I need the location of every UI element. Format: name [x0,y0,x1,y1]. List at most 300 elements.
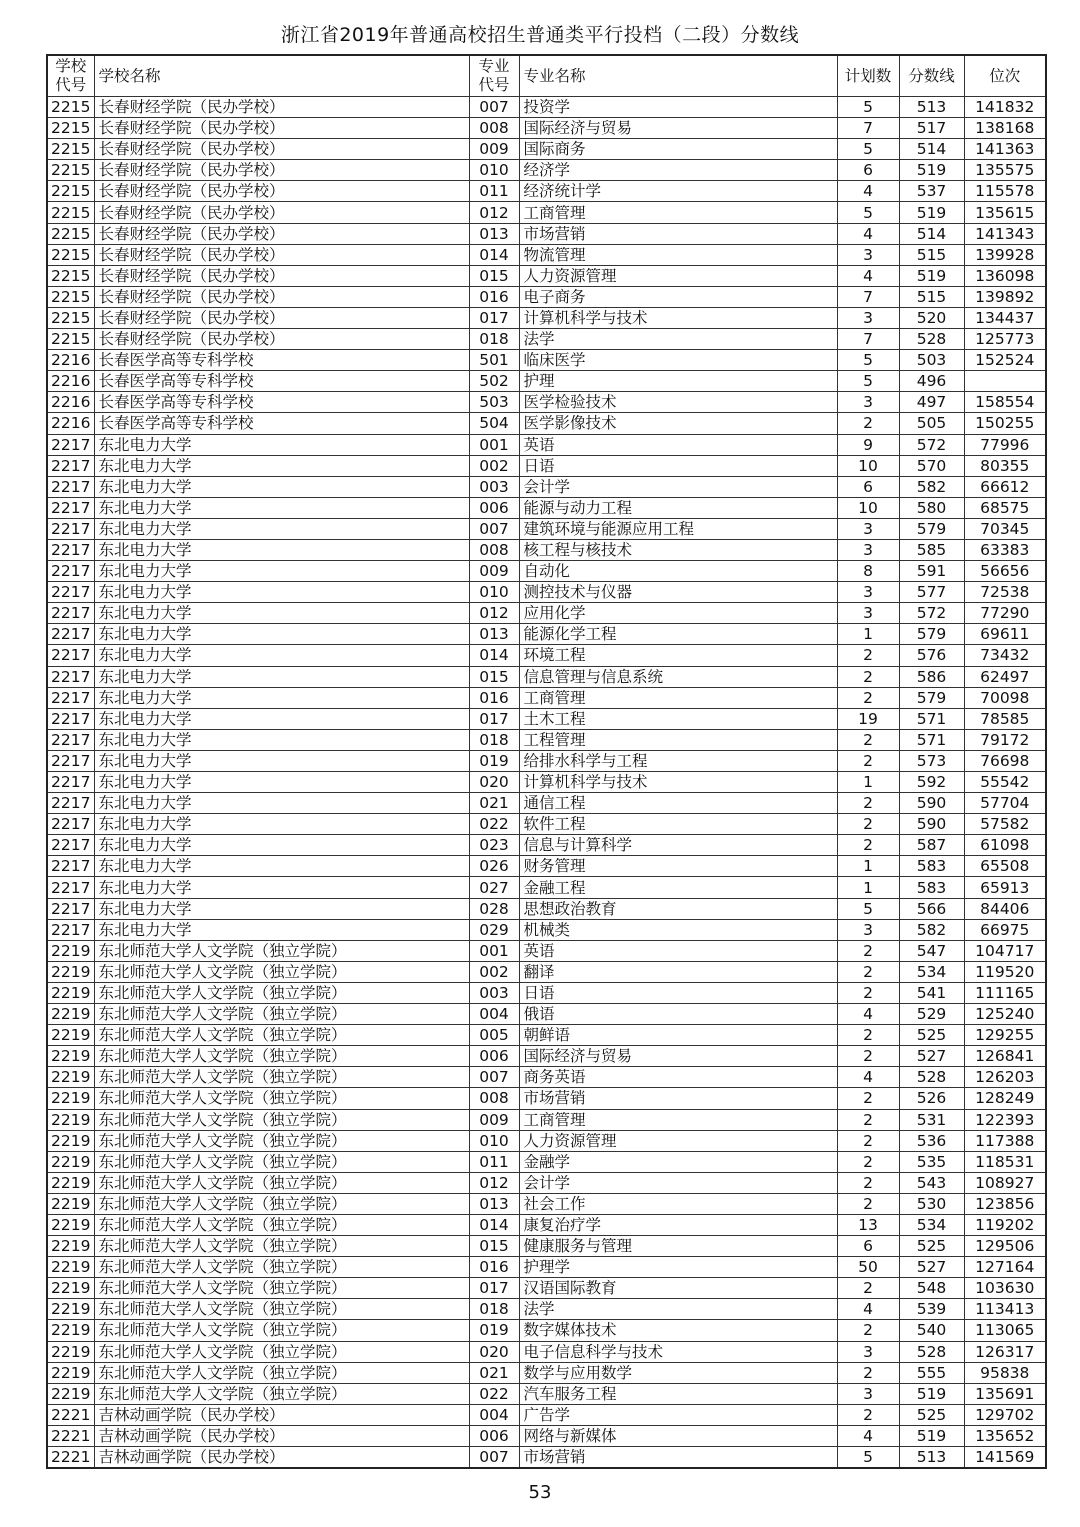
table-row [47,1067,1046,1088]
cell-major-code: 019 [469,1320,519,1341]
cell-school-name: 东北师范大学人文学院（独立学院） [94,1278,469,1299]
table-row [47,772,1046,793]
cell-plan: 10 [837,455,899,476]
cell-major-code: 014 [469,244,519,265]
table-row [47,244,1046,265]
cell-major-name: 自动化 [519,561,837,582]
cell-school-name: 东北师范大学人文学院（独立学院） [94,1004,469,1025]
cell-rank: 129255 [964,1025,1046,1046]
table-row [47,708,1046,729]
cell-school-code: 2217 [47,582,94,603]
cell-major-code: 017 [469,1278,519,1299]
cell-rank: 68575 [964,497,1046,518]
cell-rank: 126203 [964,1067,1046,1088]
cell-score: 583 [899,856,964,877]
cell-plan: 4 [837,1067,899,1088]
cell-school-code: 2219 [47,1025,94,1046]
cell-plan: 2 [837,413,899,434]
cell-school-name: 东北电力大学 [94,539,469,560]
cell-rank: 128249 [964,1088,1046,1109]
cell-plan: 2 [837,835,899,856]
cell-major-code: 002 [469,455,519,476]
table-row [47,687,1046,708]
cell-plan: 2 [837,1320,899,1341]
cell-rank: 66612 [964,476,1046,497]
cell-score: 536 [899,1130,964,1151]
cell-score: 585 [899,539,964,560]
cell-rank: 55542 [964,772,1046,793]
cell-score: 571 [899,729,964,750]
table-row [47,856,1046,877]
cell-school-code: 2217 [47,856,94,877]
cell-major-name: 网络与新媒体 [519,1425,837,1446]
cell-school-name: 东北电力大学 [94,814,469,835]
cell-score: 517 [899,118,964,139]
cell-rank: 65913 [964,877,1046,898]
cell-major-code: 012 [469,603,519,624]
cell-rank: 78585 [964,708,1046,729]
cell-major-code: 010 [469,1130,519,1151]
cell-school-name: 东北师范大学人文学院（独立学院） [94,1130,469,1151]
table-row [47,518,1046,539]
cell-rank: 152524 [964,350,1046,371]
cell-plan: 3 [837,582,899,603]
table-row [47,1004,1046,1025]
cell-score: 529 [899,1004,964,1025]
cell-school-name: 东北电力大学 [94,919,469,940]
cell-major-code: 022 [469,814,519,835]
cell-rank: 104717 [964,940,1046,961]
cell-major-code: 021 [469,793,519,814]
cell-school-name: 吉林动画学院（民办学校） [94,1447,469,1469]
cell-major-code: 016 [469,1257,519,1278]
cell-school-name: 东北电力大学 [94,624,469,645]
cell-rank: 70345 [964,518,1046,539]
cell-score: 579 [899,687,964,708]
cell-plan: 5 [837,139,899,160]
cell-score: 587 [899,835,964,856]
cell-plan: 2 [837,940,899,961]
table-row [47,1362,1046,1383]
cell-school-code: 2215 [47,202,94,223]
cell-plan: 4 [837,1004,899,1025]
cell-major-name: 朝鲜语 [519,1025,837,1046]
cell-plan: 2 [837,687,899,708]
cell-major-code: 020 [469,772,519,793]
cell-major-code: 029 [469,919,519,940]
cell-rank: 111165 [964,982,1046,1003]
cell-major-code: 021 [469,1362,519,1383]
cell-major-code: 018 [469,1299,519,1320]
cell-plan: 2 [837,814,899,835]
page-title: 浙江省2019年普通高校招生普通类平行投档（二段）分数线 [280,24,800,46]
cell-school-code: 2215 [47,97,94,118]
cell-major-name: 市场营销 [519,223,837,244]
cell-plan: 8 [837,561,899,582]
table-row [47,729,1046,750]
cell-major-name: 给排水科学与工程 [519,750,837,771]
cell-school-name: 东北师范大学人文学院（独立学院） [94,1383,469,1404]
cell-major-name: 数学与应用数学 [519,1362,837,1383]
cell-school-name: 东北师范大学人文学院（独立学院） [94,1257,469,1278]
cell-school-code: 2216 [47,371,94,392]
cell-rank: 125773 [964,329,1046,350]
cell-school-code: 2215 [47,286,94,307]
cell-plan: 4 [837,181,899,202]
cell-major-code: 004 [469,1404,519,1425]
table-header-row [47,55,1046,97]
cell-rank: 135575 [964,160,1046,181]
cell-score: 505 [899,413,964,434]
table-row [47,1214,1046,1235]
cell-school-name: 东北电力大学 [94,793,469,814]
cell-school-code: 2215 [47,307,94,328]
cell-major-name: 工商管理 [519,687,837,708]
cell-school-name: 东北师范大学人文学院（独立学院） [94,1025,469,1046]
table-row [47,160,1046,181]
cell-major-code: 003 [469,982,519,1003]
cell-major-code: 008 [469,118,519,139]
cell-major-name: 俄语 [519,1004,837,1025]
cell-school-name: 长春财经学院（民办学校） [94,265,469,286]
table-row [47,1130,1046,1151]
cell-score: 534 [899,961,964,982]
table-row [47,582,1046,603]
cell-major-code: 014 [469,1214,519,1235]
cell-plan: 4 [837,265,899,286]
cell-major-code: 009 [469,1109,519,1130]
cell-major-code: 501 [469,350,519,371]
cell-school-code: 2215 [47,223,94,244]
cell-plan: 2 [837,1172,899,1193]
cell-score: 577 [899,582,964,603]
cell-major-code: 504 [469,413,519,434]
cell-score: 519 [899,265,964,286]
cell-school-code: 2219 [47,1130,94,1151]
cell-rank: 108927 [964,1172,1046,1193]
cell-rank: 57582 [964,814,1046,835]
cell-score: 543 [899,1172,964,1193]
cell-rank: 122393 [964,1109,1046,1130]
header-score: 分数线 [899,55,964,97]
cell-school-name: 东北师范大学人文学院（独立学院） [94,1214,469,1235]
table-row [47,413,1046,434]
cell-school-code: 2215 [47,329,94,350]
cell-major-name: 汽车服务工程 [519,1383,837,1404]
cell-rank: 119520 [964,961,1046,982]
table-row [47,539,1046,560]
cell-plan: 2 [837,729,899,750]
cell-score: 583 [899,877,964,898]
cell-major-name: 投资学 [519,97,837,118]
cell-score: 579 [899,624,964,645]
cell-major-name: 能源与动力工程 [519,497,837,518]
cell-school-code: 2217 [47,729,94,750]
table-row [47,877,1046,898]
cell-school-code: 2217 [47,814,94,835]
cell-major-code: 015 [469,666,519,687]
cell-rank: 123856 [964,1193,1046,1214]
cell-school-code: 2217 [47,772,94,793]
cell-score: 566 [899,898,964,919]
cell-major-name: 软件工程 [519,814,837,835]
cell-plan: 1 [837,877,899,898]
cell-school-code: 2219 [47,982,94,1003]
cell-score: 580 [899,497,964,518]
cell-major-code: 019 [469,750,519,771]
table-row [47,392,1046,413]
cell-major-name: 市场营销 [519,1447,837,1469]
cell-plan: 2 [837,750,899,771]
cell-score: 548 [899,1278,964,1299]
cell-major-name: 国际经济与贸易 [519,1046,837,1067]
cell-school-name: 东北电力大学 [94,645,469,666]
table-row [47,624,1046,645]
cell-major-code: 012 [469,202,519,223]
header-major-code: 专业 代号 [469,55,519,97]
cell-plan: 2 [837,793,899,814]
cell-major-code: 017 [469,307,519,328]
cell-school-name: 东北师范大学人文学院（独立学院） [94,1236,469,1257]
table-row [47,455,1046,476]
cell-score: 513 [899,1447,964,1469]
table-row [47,1257,1046,1278]
table-row [47,1172,1046,1193]
cell-school-code: 2219 [47,1383,94,1404]
cell-school-name: 东北电力大学 [94,877,469,898]
cell-plan: 1 [837,624,899,645]
cell-rank: 141343 [964,223,1046,244]
cell-rank: 79172 [964,729,1046,750]
cell-major-code: 026 [469,856,519,877]
cell-plan: 1 [837,772,899,793]
cell-score: 571 [899,708,964,729]
cell-rank: 125240 [964,1004,1046,1025]
table-row [47,814,1046,835]
cell-school-name: 长春财经学院（民办学校） [94,181,469,202]
cell-rank: 84406 [964,898,1046,919]
cell-plan: 2 [837,645,899,666]
cell-major-name: 汉语国际教育 [519,1278,837,1299]
table-row [47,750,1046,771]
cell-major-code: 010 [469,582,519,603]
cell-school-name: 东北电力大学 [94,750,469,771]
cell-score: 530 [899,1193,964,1214]
cell-major-name: 计算机科学与技术 [519,307,837,328]
cell-score: 572 [899,603,964,624]
cell-school-name: 东北电力大学 [94,666,469,687]
table-row [47,1341,1046,1362]
cell-plan: 13 [837,1214,899,1235]
cell-major-name: 市场营销 [519,1088,837,1109]
cell-rank: 139928 [964,244,1046,265]
cell-plan: 5 [837,371,899,392]
cell-score: 570 [899,455,964,476]
cell-plan: 2 [837,1130,899,1151]
cell-rank: 63383 [964,539,1046,560]
page-number: 53 [528,1482,552,1503]
cell-major-name: 建筑环境与能源应用工程 [519,518,837,539]
cell-score: 519 [899,1425,964,1446]
cell-rank: 70098 [964,687,1046,708]
cell-major-code: 013 [469,624,519,645]
cell-school-name: 东北电力大学 [94,561,469,582]
cell-school-name: 长春医学高等专科学校 [94,392,469,413]
cell-score: 592 [899,772,964,793]
cell-school-name: 长春财经学院（民办学校） [94,223,469,244]
cell-school-name: 东北师范大学人文学院（独立学院） [94,1193,469,1214]
cell-major-code: 018 [469,329,519,350]
cell-school-code: 2219 [47,1236,94,1257]
cell-rank: 139892 [964,286,1046,307]
cell-school-name: 东北电力大学 [94,476,469,497]
table-row [47,666,1046,687]
cell-school-code: 2217 [47,835,94,856]
cell-plan: 5 [837,1447,899,1469]
score-table [46,54,1047,1469]
cell-school-code: 2215 [47,244,94,265]
cell-rank: 141569 [964,1447,1046,1469]
cell-major-code: 014 [469,645,519,666]
cell-score: 579 [899,518,964,539]
cell-school-name: 东北师范大学人文学院（独立学院） [94,940,469,961]
cell-plan: 5 [837,202,899,223]
cell-major-name: 工商管理 [519,1109,837,1130]
cell-plan: 9 [837,434,899,455]
table-row [47,961,1046,982]
cell-school-code: 2215 [47,139,94,160]
cell-plan: 1 [837,856,899,877]
cell-major-code: 011 [469,181,519,202]
cell-plan: 3 [837,539,899,560]
cell-plan: 10 [837,497,899,518]
cell-score: 525 [899,1404,964,1425]
table-row [47,202,1046,223]
table-row [47,835,1046,856]
table-row [47,1025,1046,1046]
cell-major-name: 健康服务与管理 [519,1236,837,1257]
cell-school-code: 2215 [47,181,94,202]
cell-school-code: 2219 [47,1320,94,1341]
cell-rank: 117388 [964,1130,1046,1151]
cell-school-code: 2219 [47,1341,94,1362]
cell-rank: 77996 [964,434,1046,455]
cell-score: 515 [899,286,964,307]
cell-rank: 126317 [964,1341,1046,1362]
cell-major-name: 国际商务 [519,139,837,160]
cell-major-code: 004 [469,1004,519,1025]
cell-major-code: 018 [469,729,519,750]
cell-plan: 2 [837,1025,899,1046]
cell-major-code: 009 [469,139,519,160]
table-row [47,1425,1046,1446]
cell-school-code: 2219 [47,1151,94,1172]
cell-major-code: 503 [469,392,519,413]
table-row [47,919,1046,940]
cell-rank: 135615 [964,202,1046,223]
cell-major-code: 005 [469,1025,519,1046]
cell-major-code: 007 [469,518,519,539]
cell-school-name: 东北电力大学 [94,708,469,729]
cell-rank: 62497 [964,666,1046,687]
cell-major-code: 013 [469,1193,519,1214]
table-row [47,434,1046,455]
cell-school-name: 长春医学高等专科学校 [94,413,469,434]
cell-school-code: 2217 [47,687,94,708]
cell-rank: 135652 [964,1425,1046,1446]
cell-school-name: 东北师范大学人文学院（独立学院） [94,1362,469,1383]
cell-major-name: 应用化学 [519,603,837,624]
cell-school-code: 2219 [47,1362,94,1383]
cell-school-code: 2219 [47,1088,94,1109]
cell-school-code: 2219 [47,1004,94,1025]
cell-score: 503 [899,350,964,371]
table-row [47,982,1046,1003]
cell-school-code: 2221 [47,1425,94,1446]
cell-rank: 103630 [964,1278,1046,1299]
cell-plan: 2 [837,1193,899,1214]
table-row [47,561,1046,582]
cell-score: 527 [899,1046,964,1067]
cell-school-name: 长春财经学院（民办学校） [94,244,469,265]
table-row [47,1151,1046,1172]
cell-score: 555 [899,1362,964,1383]
cell-rank: 65508 [964,856,1046,877]
cell-major-name: 人力资源管理 [519,265,837,286]
cell-plan: 3 [837,1383,899,1404]
table-row [47,139,1046,160]
table-row [47,371,1046,392]
cell-major-code: 008 [469,539,519,560]
table-row [47,1236,1046,1257]
cell-major-code: 027 [469,877,519,898]
cell-major-name: 英语 [519,434,837,455]
cell-plan: 5 [837,97,899,118]
cell-major-code: 006 [469,1046,519,1067]
table-row [47,603,1046,624]
cell-major-code: 022 [469,1383,519,1404]
cell-score: 537 [899,181,964,202]
cell-major-name: 经济学 [519,160,837,181]
cell-rank: 158554 [964,392,1046,413]
table-row [47,793,1046,814]
cell-major-name: 会计学 [519,476,837,497]
cell-school-code: 2219 [47,1172,94,1193]
cell-school-name: 东北电力大学 [94,772,469,793]
cell-school-code: 2217 [47,666,94,687]
cell-school-name: 长春财经学院（民办学校） [94,97,469,118]
cell-major-name: 数字媒体技术 [519,1320,837,1341]
table-row [47,898,1046,919]
cell-score: 535 [899,1151,964,1172]
cell-major-name: 人力资源管理 [519,1130,837,1151]
cell-school-name: 东北电力大学 [94,835,469,856]
cell-school-code: 2219 [47,1046,94,1067]
cell-school-code: 2217 [47,497,94,518]
cell-score: 513 [899,97,964,118]
cell-major-name: 社会工作 [519,1193,837,1214]
table-row [47,645,1046,666]
cell-major-name: 日语 [519,455,837,476]
cell-score: 534 [899,1214,964,1235]
cell-rank: 127164 [964,1257,1046,1278]
cell-major-name: 测控技术与仪器 [519,582,837,603]
cell-score: 519 [899,202,964,223]
cell-school-name: 东北电力大学 [94,898,469,919]
cell-major-code: 012 [469,1172,519,1193]
cell-plan: 6 [837,160,899,181]
cell-major-name: 医学影像技术 [519,413,837,434]
